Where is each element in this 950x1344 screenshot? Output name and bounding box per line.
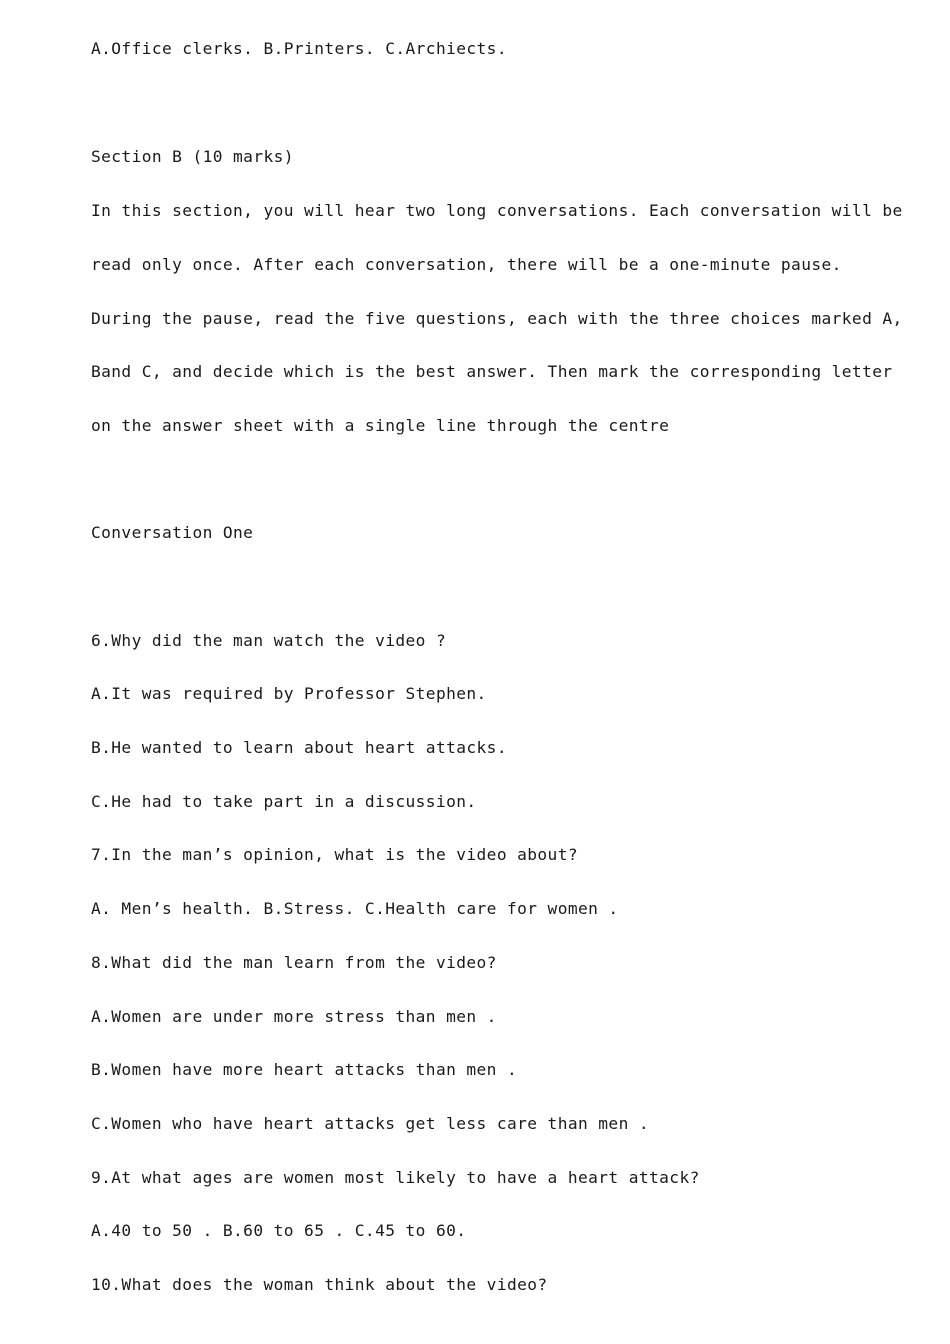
question-6-option-c: C.He had to take part in a discussion. <box>91 792 477 811</box>
instructions-line-2: read only once. After each conversation, there will be a one-minute pause. <box>91 255 842 274</box>
question-6: 6.Why did the man watch the video ? <box>91 631 447 650</box>
question-8-option-b: B.Women have more heart attacks than men . <box>91 1060 518 1079</box>
question-7: 7.In the man’s opinion, what is the video about? <box>91 845 578 864</box>
conversation-title: Conversation One <box>91 523 254 542</box>
question-8: 8.What did the man learn from the video? <box>91 953 497 972</box>
instructions-line-5: on the answer sheet with a single line through the centre <box>91 416 670 435</box>
instructions-line-3: During the pause, read the five questions, each with the three choices marked A, <box>91 309 903 328</box>
instructions-line-4: Band C, and decide which is the best answer. Then mark the corresponding letter <box>91 362 893 381</box>
question-9: 9.At what ages are women most likely to have a heart attack? <box>91 1168 700 1187</box>
question-6-option-a: A.It was required by Professor Stephen. <box>91 684 487 703</box>
question-10: 10.What does the woman think about the video? <box>91 1275 548 1294</box>
instructions-line-1: In this section, you will hear two long conversations. Each conversation will be <box>91 201 903 220</box>
question-9-options: A.40 to 50 . B.60 to 65 . C.45 to 60. <box>91 1221 467 1240</box>
prev-question-options: A.Office clerks. B.Printers. C.Archiects. <box>91 39 507 58</box>
question-8-option-c: C.Women who have heart attacks get less care than men . <box>91 1114 650 1133</box>
section-b-heading: Section B (10 marks) <box>91 147 294 166</box>
question-8-option-a: A.Women are under more stress than men . <box>91 1007 497 1026</box>
question-6-option-b: B.He wanted to learn about heart attacks. <box>91 738 507 757</box>
question-7-options: A. Men’s health. B.Stress. C.Health care for women . <box>91 899 619 918</box>
